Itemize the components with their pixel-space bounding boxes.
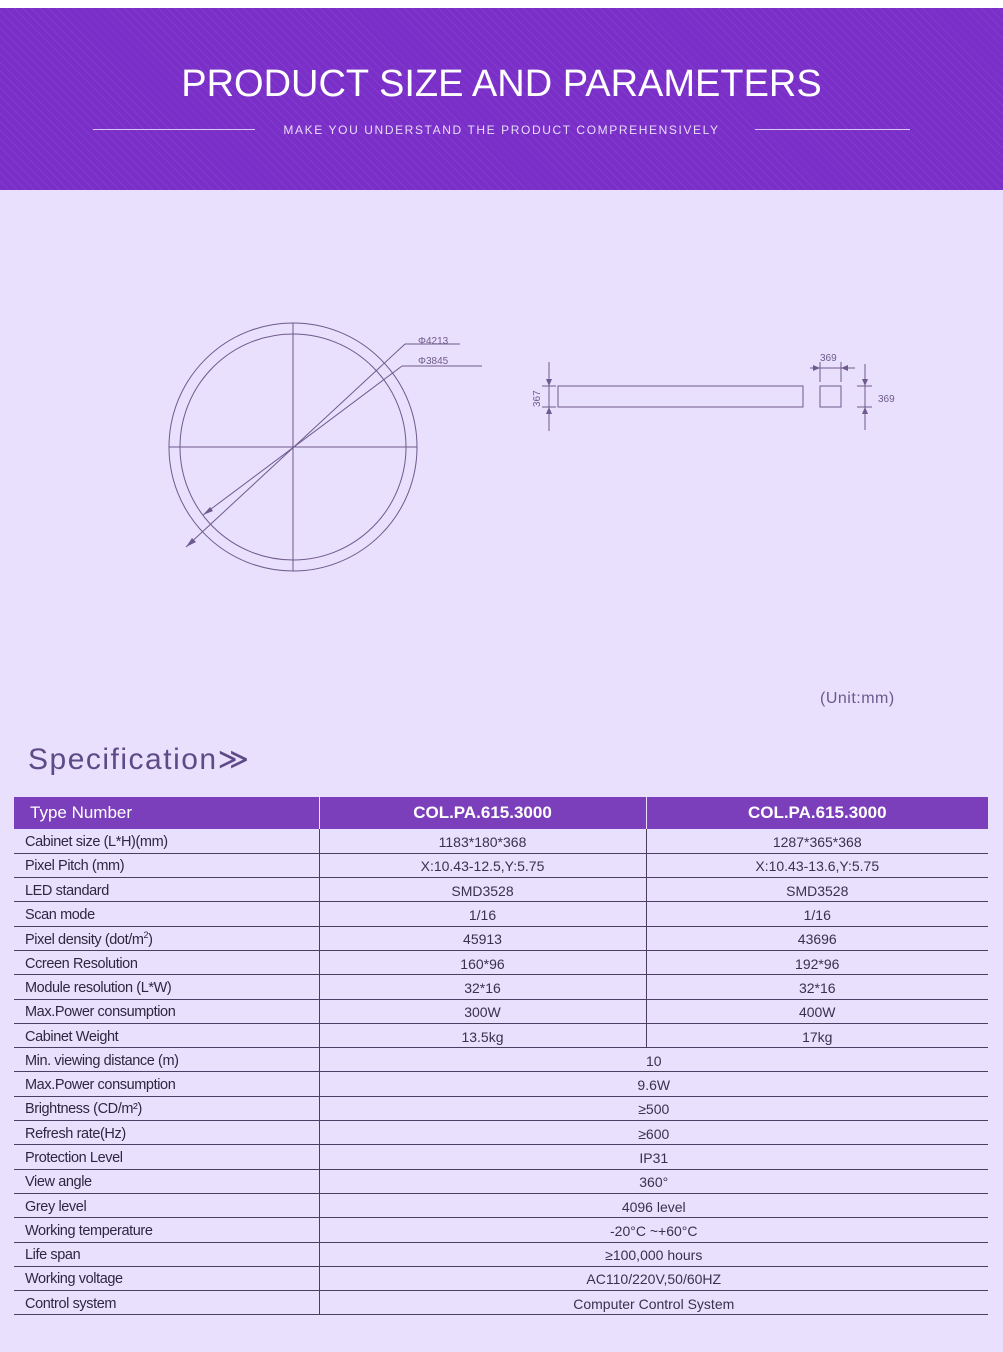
unit-label: (Unit:mm) (820, 690, 895, 707)
cell-value: -20°C ~+60°C (319, 1218, 988, 1242)
column-header-type-number: Type Number (14, 797, 319, 829)
table-header-row (14, 797, 988, 829)
cell-value: 4096 level (319, 1193, 988, 1217)
cell-value: 43696 (646, 926, 988, 950)
column-header-model-a: COL.PA.615.3000 (319, 797, 646, 829)
table-row (14, 902, 988, 926)
cell-value: 360° (319, 1169, 988, 1193)
cell-value: Computer Control System (319, 1291, 988, 1315)
row-label: Refresh rate(Hz) (14, 1121, 319, 1145)
row-label: Control system (14, 1291, 319, 1315)
subtitle-divider-right (755, 129, 910, 130)
row-label: Max.Power consumption (14, 999, 319, 1023)
row-label-sup: 2 (143, 930, 149, 941)
table-row (14, 950, 988, 974)
product-dimension-drawing (0, 300, 1003, 600)
cell-value: 1183*180*368 (319, 829, 646, 853)
cell-value: 13.5kg (319, 1023, 646, 1047)
square-height-label: 369 (878, 394, 895, 405)
table-row (14, 1121, 988, 1145)
row-label: Cabinet Weight (14, 1023, 319, 1047)
top-white-strip (0, 0, 1003, 8)
row-label: Min. viewing distance (m) (14, 1048, 319, 1072)
square-end-view (820, 386, 841, 407)
cell-value: 32*16 (646, 975, 988, 999)
row-label: Grey level (14, 1193, 319, 1217)
row-label-text: Pixel density (dot/m (25, 932, 144, 949)
table-row (14, 853, 988, 877)
cell-value: 1/16 (319, 902, 646, 926)
cell-value: 300W (319, 999, 646, 1023)
row-label-end: ) (148, 932, 153, 949)
bar-side-view (558, 386, 803, 407)
table-row (14, 1193, 988, 1217)
cell-value: 400W (646, 999, 988, 1023)
table-row (14, 829, 988, 853)
table-row (14, 999, 988, 1023)
cell-value: X:10.43-13.6,Y:5.75 (646, 853, 988, 877)
cell-value: AC110/220V,50/60HZ (319, 1266, 988, 1290)
row-label: Protection Level (14, 1145, 319, 1169)
row-label: Brightness (CD/m²) (14, 1096, 319, 1120)
cell-value: 9.6W (319, 1072, 988, 1096)
row-label: Working voltage (14, 1266, 319, 1290)
square-width-label: 369 (820, 353, 837, 364)
table-row (14, 878, 988, 902)
row-label: Scan mode (14, 902, 319, 926)
row-label: LED standard (14, 878, 319, 902)
cell-value: 1287*365*368 (646, 829, 988, 853)
cell-value: 192*96 (646, 950, 988, 974)
inner-diameter-leader (203, 366, 402, 515)
page-title: PRODUCT SIZE AND PARAMETERS (181, 63, 822, 105)
table-row (14, 1048, 988, 1072)
table-row (14, 1072, 988, 1096)
row-label: Working temperature (14, 1218, 319, 1242)
cell-value: X:10.43-12.5,Y:5.75 (319, 853, 646, 877)
cell-value: 45913 (319, 926, 646, 950)
cell-value: SMD3528 (319, 878, 646, 902)
table-row (14, 1169, 988, 1193)
table-row (14, 1291, 988, 1315)
table-row (14, 926, 988, 950)
cell-value: IP31 (319, 1145, 988, 1169)
cell-value: 17kg (646, 1023, 988, 1047)
cell-value: 32*16 (319, 975, 646, 999)
specification-heading: Specification≫ (28, 743, 251, 776)
column-header-model-b: COL.PA.615.3000 (646, 797, 988, 829)
table-row (14, 1218, 988, 1242)
cell-value: 160*96 (319, 950, 646, 974)
row-label: Cabinet size (L*H)(mm) (14, 829, 319, 853)
table-row (14, 1096, 988, 1120)
table-row (14, 1242, 988, 1266)
cell-value: SMD3528 (646, 878, 988, 902)
cell-value: ≥500 (319, 1096, 988, 1120)
bar-height-label: 367 (532, 390, 543, 407)
cell-value: 10 (319, 1048, 988, 1072)
table-row (14, 1266, 988, 1290)
page-subtitle: MAKE YOU UNDERSTAND THE PRODUCT COMPREHENSIVELY (283, 123, 720, 137)
table-row (14, 1145, 988, 1169)
header-banner (0, 8, 1003, 190)
cell-value: ≥600 (319, 1121, 988, 1145)
outer-diameter-label: Φ4213 (418, 336, 449, 347)
cell-value: ≥100,000 hours (319, 1242, 988, 1266)
subtitle-row (93, 122, 910, 138)
table-row (14, 1023, 988, 1047)
row-label (14, 926, 319, 950)
row-label: Ccreen Resolution (14, 950, 319, 974)
row-label: Pixel Pitch (mm) (14, 853, 319, 877)
cell-value: 1/16 (646, 902, 988, 926)
row-label: Max.Power consumption (14, 1072, 319, 1096)
specification-table (14, 797, 988, 1315)
table-row (14, 975, 988, 999)
row-label: Module resolution (L*W) (14, 975, 319, 999)
row-label: View angle (14, 1169, 319, 1193)
inner-diameter-label: Φ3845 (418, 356, 449, 367)
row-label: Life span (14, 1242, 319, 1266)
